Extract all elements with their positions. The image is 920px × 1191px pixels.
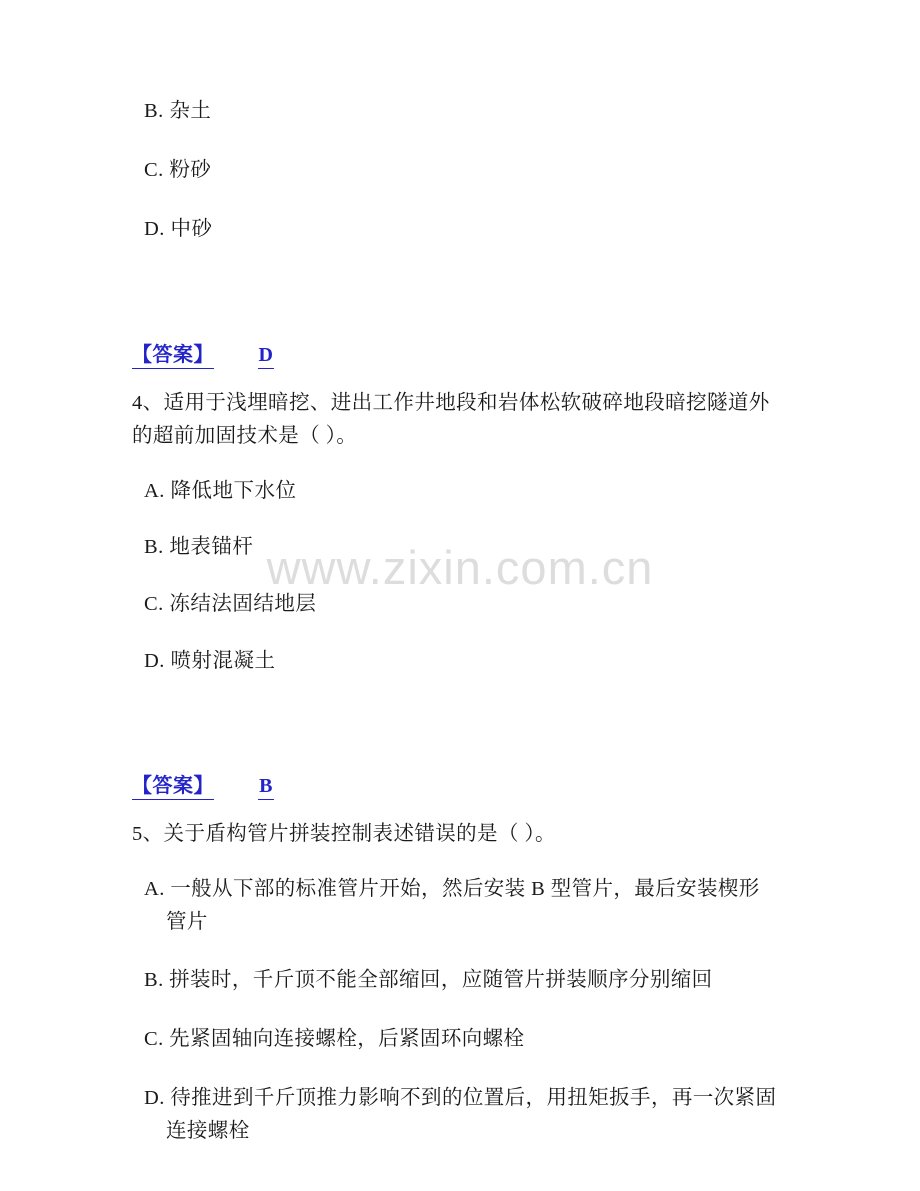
spacer — [132, 272, 780, 338]
option-item: D. 中砂 — [144, 217, 213, 240]
question-5 — [132, 818, 780, 1148]
answer-row-3 — [132, 338, 780, 369]
answer-value: D — [258, 344, 274, 369]
option-item: B. 地表锚杆 — [144, 536, 254, 559]
answer-label: 【答案】 — [132, 338, 214, 369]
option-item: C. 冻结法固结地层 — [144, 593, 317, 616]
answer-value: B — [258, 775, 274, 800]
option-item: B. 杂土 — [144, 100, 212, 122]
spacer — [132, 703, 780, 769]
question-text: 5、关于盾构管片拼装控制表述错误的是（ ）。 — [132, 822, 556, 845]
answer-row-4 — [132, 769, 780, 800]
option-item: A. 一般从下部的标准管片开始，然后安装 B 型管片，最后安装楔形管片 — [144, 877, 760, 933]
option-item: D. 喷射混凝土 — [144, 649, 276, 672]
option-item: B. 拼装时，千斤顶不能全部缩回，应随管片拼装顺序分别缩回 — [144, 969, 713, 992]
option-item: C. 粉砂 — [144, 158, 212, 181]
option-item: A. 降低地下水位 — [144, 479, 297, 502]
option-item: C. 先紧固轴向连接螺栓，后紧固环向螺栓 — [144, 1028, 525, 1051]
question-3-options — [132, 96, 780, 244]
watermark-text: www.zixin.com.cn — [266, 541, 654, 594]
answer-label: 【答案】 — [132, 769, 214, 800]
question-text: 4、适用于浅埋暗挖、进出工作井地段和岩体松软破碎地段暗挖隧道外的超前加固技术是（ ）。 — [132, 392, 770, 448]
question-4 — [132, 387, 780, 676]
option-item: D. 待推进到千斤顶推力影响不到的位置后，用扭矩扳手，再一次紧固连接螺栓 — [144, 1087, 777, 1142]
